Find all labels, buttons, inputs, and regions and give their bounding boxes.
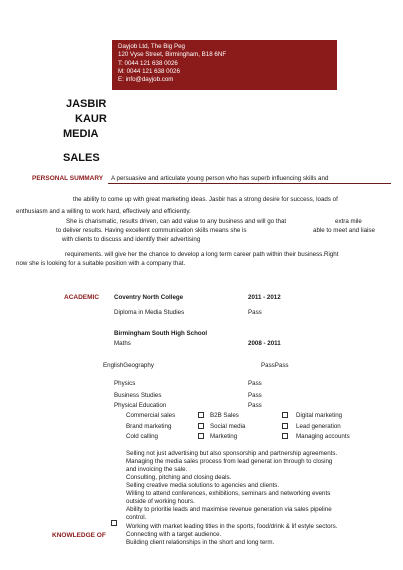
- school-years: 2008 - 2011: [248, 340, 281, 347]
- subject-name: Business Studies: [114, 392, 162, 399]
- checkbox-icon: [282, 412, 288, 418]
- skill-item: Lead generation: [296, 423, 341, 430]
- summary-line: with clients to discuss and identify their advertising: [62, 236, 201, 243]
- summary-line: requirements. will give her the chance to develop a long term career path within their business.Right: [65, 251, 339, 258]
- knowledge-line: Willing to attend conferences, exhibitions, seminars and networking events: [126, 490, 331, 497]
- contact-telephone: T: 0044 121 638 0026: [118, 59, 178, 67]
- subject-result: Pass: [248, 380, 262, 387]
- contact-mobile: M: 0044 121 638 0026: [118, 67, 180, 75]
- knowledge-line: Connecting with a target audience.: [126, 531, 222, 538]
- skill-row: [282, 412, 342, 420]
- skill-item: Social media: [210, 423, 246, 430]
- school-subjects-merged: EnglishGeography: [103, 362, 154, 369]
- personal-summary-heading: PERSONAL SUMMARY: [32, 175, 104, 182]
- skill-item: Commercial sales: [126, 412, 176, 419]
- name-last: KAUR: [75, 113, 107, 125]
- knowledge-line: Building client relationships in the short and long term.: [126, 539, 275, 546]
- skill-item: Brand marketing: [126, 423, 172, 430]
- summary-line: to deliver results. Having excellent communication skills means she is: [56, 227, 247, 234]
- checkbox-icon: [282, 423, 288, 429]
- subject-name: Physics: [114, 380, 136, 387]
- skill-item: Digital marketing: [296, 412, 343, 419]
- knowledge-line: Selling creative media solutions to agencies and clients.: [126, 482, 280, 489]
- checkbox-icon: [111, 520, 117, 526]
- checkbox-icon: [198, 423, 204, 429]
- school-results-merged: PassPass: [261, 362, 289, 369]
- summary-line: able to meet and liaise: [313, 227, 375, 234]
- knowledge-heading: KNOWLEDGE OF: [52, 532, 106, 539]
- subject-result: Pass: [248, 402, 262, 409]
- subject-name: Physical Education: [114, 402, 167, 409]
- summary-line: enthusiasm and a willing to work hard, effectively and efficiently.: [16, 208, 191, 215]
- checkbox-icon: [198, 433, 204, 439]
- knowledge-line: Consulting, pitching and closing deals.: [126, 474, 232, 481]
- skill-item: Managing accounts: [296, 433, 350, 440]
- summary-line: She is charismatic, results driven, can add value to any business and will go that: [66, 218, 287, 225]
- contact-box: [112, 40, 337, 90]
- college-years: 2011 - 2012: [248, 294, 281, 301]
- school-name: Birmingham South High School: [114, 330, 208, 337]
- summary-divider: [108, 183, 391, 184]
- skill-item: Marketing: [210, 433, 238, 440]
- checkbox-icon: [282, 433, 288, 439]
- knowledge-line: Working with market leading titles in the sports, food/drink & lif estyle sectors.: [126, 523, 338, 530]
- name-first: JASBIR: [66, 98, 107, 110]
- knowledge-bullet-icon: [111, 520, 119, 528]
- skill-item: B2B Sales: [210, 412, 239, 419]
- skill-row: [198, 433, 237, 441]
- contact-address: 120 Vyse Street, Birmingham, B18 6NF: [118, 51, 227, 59]
- skill-row: [198, 412, 239, 420]
- summary-line: A persuasive and articulate young person who has superb influencing skills and: [111, 175, 329, 182]
- summary-line: now she is looking for a suitable position with a company that.: [16, 260, 186, 267]
- title-sales: SALES: [63, 152, 100, 164]
- summary-line: extra mile: [335, 218, 362, 225]
- skill-row: [282, 433, 350, 441]
- knowledge-line: Selling not just advertising but also sponsorship and partnership agreements.: [126, 450, 338, 457]
- subject-result: Pass: [248, 392, 262, 399]
- skill-row: [198, 423, 245, 431]
- contact-company: Dayjob Ltd, The Big Peg: [118, 43, 185, 50]
- college-name: Coventry North College: [114, 294, 184, 301]
- title-media: MEDIA: [63, 128, 99, 140]
- school-subject: Maths: [114, 340, 131, 347]
- knowledge-line: control.: [126, 514, 147, 521]
- knowledge-line: Managing the media sales process from lead generat ion through to closing: [126, 458, 333, 465]
- knowledge-line: outside of working hours.: [126, 498, 195, 505]
- skill-item: Cold calling: [126, 433, 158, 440]
- academic-heading: ACADEMIC: [64, 294, 100, 301]
- summary-line: the ability to come up with great marketing ideas. Jasbir has a strong desire for success, loads of: [73, 196, 338, 203]
- knowledge-line: Ability to prioritie leads and maximise revenue generation via sales pipeline: [126, 506, 332, 513]
- contact-email[interactable]: E: info@dayjob.com: [118, 76, 174, 84]
- skill-row: [282, 423, 341, 431]
- knowledge-line: and invoicing the sale.: [126, 466, 188, 473]
- college-result: Pass: [248, 309, 262, 316]
- college-course: Diploma in Media Studies: [114, 309, 185, 316]
- checkbox-icon: [198, 412, 204, 418]
